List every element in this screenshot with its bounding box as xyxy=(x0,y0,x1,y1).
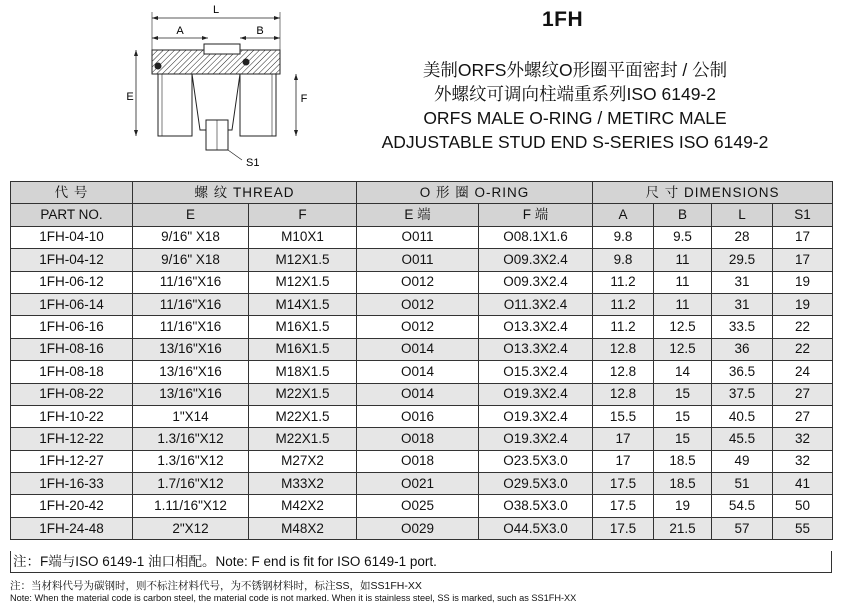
table-cell: 57 xyxy=(712,517,773,539)
table-cell: O38.5X3.0 xyxy=(479,495,593,517)
table-cell: 1FH-08-16 xyxy=(11,338,133,360)
table-cell: O23.5X3.0 xyxy=(479,450,593,472)
table-cell: O012 xyxy=(357,293,479,315)
table-cell: 1.3/16"X12 xyxy=(133,428,249,450)
table-cell: 13/16"X16 xyxy=(133,383,249,405)
table-cell: 41 xyxy=(773,473,833,495)
table-cell: 50 xyxy=(773,495,833,517)
table-cell: 29.5 xyxy=(712,249,773,271)
table-cell: O09.3X2.4 xyxy=(479,249,593,271)
dim-E: E xyxy=(126,91,134,103)
table-cell: 55 xyxy=(773,517,833,539)
table-cell: 1FH-20-42 xyxy=(11,495,133,517)
table-cell: 9/16" X18 xyxy=(133,249,249,271)
column-header: E xyxy=(133,204,249,226)
table-cell: O29.5X3.0 xyxy=(479,473,593,495)
table-row xyxy=(11,517,833,539)
column-header: F xyxy=(249,204,357,226)
table-row xyxy=(11,383,833,405)
table-cell: M33X2 xyxy=(249,473,357,495)
table-cell: M22X1.5 xyxy=(249,428,357,450)
product-code: 1FH xyxy=(542,8,584,31)
table-cell: 1FH-10-22 xyxy=(11,405,133,427)
table-cell: O012 xyxy=(357,316,479,338)
table-cell: 36 xyxy=(712,338,773,360)
dim-S1: S1 xyxy=(246,157,260,169)
table-cell: O19.3X2.4 xyxy=(479,428,593,450)
table-cell: M48X2 xyxy=(249,517,357,539)
table-cell: 14 xyxy=(654,361,712,383)
spec-table xyxy=(10,181,833,540)
product-title xyxy=(335,58,815,154)
table-row xyxy=(11,473,833,495)
table-cell: O014 xyxy=(357,338,479,360)
table-cell: O018 xyxy=(357,428,479,450)
table-cell: 17.5 xyxy=(593,495,654,517)
table-cell: 19 xyxy=(654,495,712,517)
table-cell: 22 xyxy=(773,316,833,338)
table-cell: O44.5X3.0 xyxy=(479,517,593,539)
table-cell: 11 xyxy=(654,271,712,293)
table-cell: O11.3X2.4 xyxy=(479,293,593,315)
table-cell: 1FH-04-10 xyxy=(11,226,133,248)
table-cell: 1FH-06-12 xyxy=(11,271,133,293)
table-cell: 15.5 xyxy=(593,405,654,427)
table-cell: O012 xyxy=(357,271,479,293)
table-cell: 2"X12 xyxy=(133,517,249,539)
table-row xyxy=(11,293,833,315)
table-cell: 28 xyxy=(712,226,773,248)
table-cell: 27 xyxy=(773,405,833,427)
table-cell: 12.8 xyxy=(593,338,654,360)
header-row-1 xyxy=(11,182,833,204)
spec-table-body xyxy=(11,226,833,539)
column-header: B xyxy=(654,204,712,226)
table-cell: 1FH-04-12 xyxy=(11,249,133,271)
table-cell: 15 xyxy=(654,428,712,450)
table-cell: O014 xyxy=(357,383,479,405)
title-line-2: 外螺纹可调向柱端重系列ISO 6149-2 xyxy=(434,84,716,104)
table-cell: 1FH-12-27 xyxy=(11,450,133,472)
table-cell: 1FH-24-48 xyxy=(11,517,133,539)
table-cell: 31 xyxy=(712,271,773,293)
table-cell: 19 xyxy=(773,271,833,293)
table-cell: 17.5 xyxy=(593,473,654,495)
dim-B: B xyxy=(256,25,264,37)
table-row xyxy=(11,450,833,472)
table-cell: 1FH-16-33 xyxy=(11,473,133,495)
table-cell: 32 xyxy=(773,428,833,450)
table-cell: 24 xyxy=(773,361,833,383)
header-dimensions-group: 尺 寸 DIMENSIONS xyxy=(593,182,833,204)
table-cell: 9.8 xyxy=(593,226,654,248)
table-cell: 17 xyxy=(773,249,833,271)
table-cell: M22X1.5 xyxy=(249,405,357,427)
column-header: A xyxy=(593,204,654,226)
table-cell: O011 xyxy=(357,249,479,271)
table-row xyxy=(11,495,833,517)
title-line-4: ADJUSTABLE STUD END S-SERIES ISO 6149-2 xyxy=(381,132,769,152)
table-row xyxy=(11,428,833,450)
table-cell: M12X1.5 xyxy=(249,271,357,293)
table-cell: O13.3X2.4 xyxy=(479,338,593,360)
table-cell: 13/16"X16 xyxy=(133,338,249,360)
table-cell: 1FH-06-14 xyxy=(11,293,133,315)
title-line-1: 美制ORFS外螺纹O形圈平面密封 / 公制 xyxy=(422,60,728,80)
table-cell: O016 xyxy=(357,405,479,427)
table-cell: M10X1 xyxy=(249,226,357,248)
table-cell: 27 xyxy=(773,383,833,405)
table-cell: O19.3X2.4 xyxy=(479,383,593,405)
footer-note-cn: 注：当材料代号为碳钢时，则不标注材料代号，为不锈钢材料时，标注SS，如SS1FH-XX xyxy=(10,580,422,592)
fitting-drawing xyxy=(100,0,330,176)
table-cell: 1FH-06-16 xyxy=(11,316,133,338)
table-cell: O13.3X2.4 xyxy=(479,316,593,338)
table-row xyxy=(11,361,833,383)
table-cell: 51 xyxy=(712,473,773,495)
table-cell: 54.5 xyxy=(712,495,773,517)
table-cell: 1FH-08-22 xyxy=(11,383,133,405)
table-cell: 45.5 xyxy=(712,428,773,450)
table-cell: 17.5 xyxy=(593,517,654,539)
table-cell: M27X2 xyxy=(249,450,357,472)
table-cell: 11/16"X16 xyxy=(133,316,249,338)
table-row xyxy=(11,316,833,338)
table-cell: M14X1.5 xyxy=(249,293,357,315)
table-cell: 1FH-12-22 xyxy=(11,428,133,450)
table-cell: 19 xyxy=(773,293,833,315)
table-cell: 37.5 xyxy=(712,383,773,405)
title-line-3: ORFS MALE O-RING / METIRC MALE xyxy=(423,108,727,128)
table-cell: 15 xyxy=(654,383,712,405)
table-cell: 12.8 xyxy=(593,361,654,383)
table-cell: 33.5 xyxy=(712,316,773,338)
column-header: F 端 xyxy=(479,204,593,226)
table-cell: 1.3/16"X12 xyxy=(133,450,249,472)
table-cell: 12.8 xyxy=(593,383,654,405)
table-cell: 1"X14 xyxy=(133,405,249,427)
column-header: L xyxy=(712,204,773,226)
table-cell: O011 xyxy=(357,226,479,248)
table-cell: 9.8 xyxy=(593,249,654,271)
table-cell: 11.2 xyxy=(593,316,654,338)
table-row xyxy=(11,405,833,427)
table-cell: 40.5 xyxy=(712,405,773,427)
table-cell: 21.5 xyxy=(654,517,712,539)
table-cell: 17 xyxy=(773,226,833,248)
header-oring-group: O 形 圈 O-RING xyxy=(357,182,593,204)
table-cell: O014 xyxy=(357,361,479,383)
table-cell: O09.3X2.4 xyxy=(479,271,593,293)
header-row-2 xyxy=(11,204,833,226)
table-cell: M16X1.5 xyxy=(249,316,357,338)
table-cell: 1.7/16"X12 xyxy=(133,473,249,495)
table-cell: 11 xyxy=(654,293,712,315)
footer-note-en: Note: When the material code is carbon steel, the material code is not marked. When it is stainless steel, SS is marked, such as SS1FH-XX xyxy=(10,593,577,603)
table-cell: O19.3X2.4 xyxy=(479,405,593,427)
table-cell: M22X1.5 xyxy=(249,383,357,405)
table-cell: 13/16"X16 xyxy=(133,361,249,383)
table-note: 注：F端与ISO 6149-1 油口相配。Note: F end is fit for ISO 6149-1 port. xyxy=(10,551,832,573)
table-cell: M18X1.5 xyxy=(249,361,357,383)
table-cell: 22 xyxy=(773,338,833,360)
table-cell: O021 xyxy=(357,473,479,495)
table-cell: 17 xyxy=(593,428,654,450)
table-cell: 11/16"X16 xyxy=(133,271,249,293)
table-cell: O025 xyxy=(357,495,479,517)
header-part-group: 代 号 xyxy=(11,182,133,204)
table-cell: 12.5 xyxy=(654,338,712,360)
table-cell: 9.5 xyxy=(654,226,712,248)
table-row xyxy=(11,249,833,271)
table-cell: 11.2 xyxy=(593,293,654,315)
table-cell: M16X1.5 xyxy=(249,338,357,360)
table-cell: 17 xyxy=(593,450,654,472)
column-header: E 端 xyxy=(357,204,479,226)
table-cell: 12.5 xyxy=(654,316,712,338)
table-row xyxy=(11,226,833,248)
table-cell: O018 xyxy=(357,450,479,472)
table-cell: O08.1X1.6 xyxy=(479,226,593,248)
dim-A: A xyxy=(176,25,184,37)
table-cell: 11.2 xyxy=(593,271,654,293)
column-header: PART NO. xyxy=(11,204,133,226)
table-cell: 49 xyxy=(712,450,773,472)
dim-L: L xyxy=(212,4,220,16)
table-row xyxy=(11,271,833,293)
table-row xyxy=(11,338,833,360)
table-cell: 9/16" X18 xyxy=(133,226,249,248)
header-thread-group: 螺 纹 THREAD xyxy=(133,182,357,204)
table-cell: 1.11/16"X12 xyxy=(133,495,249,517)
table-cell: 1FH-08-18 xyxy=(11,361,133,383)
table-cell: 11 xyxy=(654,249,712,271)
table-cell: 31 xyxy=(712,293,773,315)
table-cell: 18.5 xyxy=(654,473,712,495)
table-cell: O15.3X2.4 xyxy=(479,361,593,383)
table-cell: 11/16"X16 xyxy=(133,293,249,315)
table-cell: O029 xyxy=(357,517,479,539)
column-header: S1 xyxy=(773,204,833,226)
table-cell: 15 xyxy=(654,405,712,427)
dim-F: F xyxy=(300,93,308,105)
table-cell: M42X2 xyxy=(249,495,357,517)
table-cell: M12X1.5 xyxy=(249,249,357,271)
table-cell: 18.5 xyxy=(654,450,712,472)
table-cell: 32 xyxy=(773,450,833,472)
table-cell: 36.5 xyxy=(712,361,773,383)
